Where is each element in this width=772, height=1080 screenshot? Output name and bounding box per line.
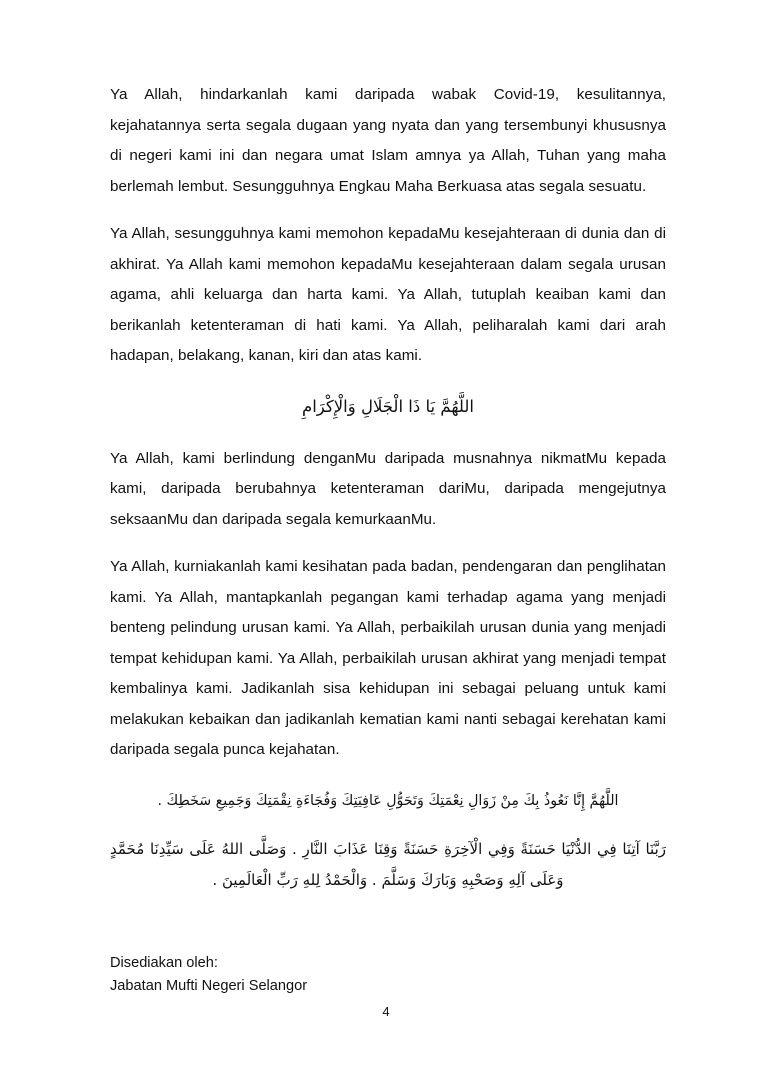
paragraph-4: Ya Allah, kurniakanlah kami kesihatan pada badan, pendengaran dan penglihatan kami. Ya Allah, mantapkanlah pegangan kami terhadap agama yang menjadi benteng pelindung urusan kami. Ya Allah, perbaikilah urusan dunia yang menjadi tempat kehidupan kami. Ya Allah, perbaikilah urusan akhirat yang menjadi tempat kembalinya kami. Jadikanlah sisa kehidupan ini sebagai peluang untuk kami melakukan kebaikan dan jadikanlah kematian kami nanti sebagai kerehatan kami daripada segala punca kejahatan. — [110, 558, 666, 758]
paragraph-3: Ya Allah, kami berlindung denganMu daripada musnahnya nikmatMu kepada kami, daripada berubahnya ketenteraman dariMu, daripada mengejutnya seksaanMu dan daripada segala kemurkaanMu. — [110, 449, 666, 528]
page-number: 4 — [382, 1004, 390, 1019]
organisation-name: Jabatan Mufti Negeri Selangor — [110, 978, 308, 994]
document-footer — [110, 952, 307, 998]
arabic-invocation-3: رَبَّنَا آتِنَا فِي الدُّنْيَا حَسَنَةً وَفِي الْآخِرَةِ حَسَنَةً وَقِنَا عَذَابَ النَّارِ . وَصَلَّى اللهُ عَلَى سَيِّدِنَا مُحَمَّدٍ وَعَلَى آلِهِ وَصَحْبِهِ وَبَارَكَ وَسَلَّمَ . وَالْحَمْدُ لِلهِ رَبِّ الْعَالَمِينَ . — [110, 839, 666, 889]
paragraph-1: Ya Allah, hindarkanlah kami daripada wabak Covid-19, kesulitannya, kejahatannya serta segala dugaan yang nyata dan yang tersembunyi khususnya di negeri kami ini dan negara umat Islam amnya ya Allah, Tuhan yang maha berlemah lembut. Sesungguhnya Engkau Maha Berkuasa atas segala sesuatu. — [110, 86, 666, 195]
paragraph-2: Ya Allah, sesungguhnya kami memohon kepadaMu kesejahteraan di dunia dan di akhirat. Ya Allah kami memohon kepadaMu kesejahteraan dalam segala urusan agama, ahli keluarga dan harta kami. Ya Allah, tutuplah keaiban kami dan berikanlah ketenteraman di hati kami. Ya Allah, peliharalah kami dari arah hadapan, belakang, kanan, kiri dan atas kami. — [110, 225, 666, 364]
prepared-by-label: Disediakan oleh: — [110, 955, 218, 971]
arabic-invocation-1: اللَّهُمَّ يَا ذَا الْجَلَالِ وَالْإِكْرَامِ — [301, 396, 474, 416]
document-body — [110, 80, 666, 896]
arabic-invocation-2: اللَّهُمَّ إِنَّا نَعُوذُ بِكَ مِنْ زَوَالِ نِعْمَتِكَ وَتَحَوُّلِ عَافِيَتِكَ وَفُجَاءَةِ نِقْمَتِكَ وَجَمِيعِ سَخَطِكَ . — [157, 792, 619, 809]
